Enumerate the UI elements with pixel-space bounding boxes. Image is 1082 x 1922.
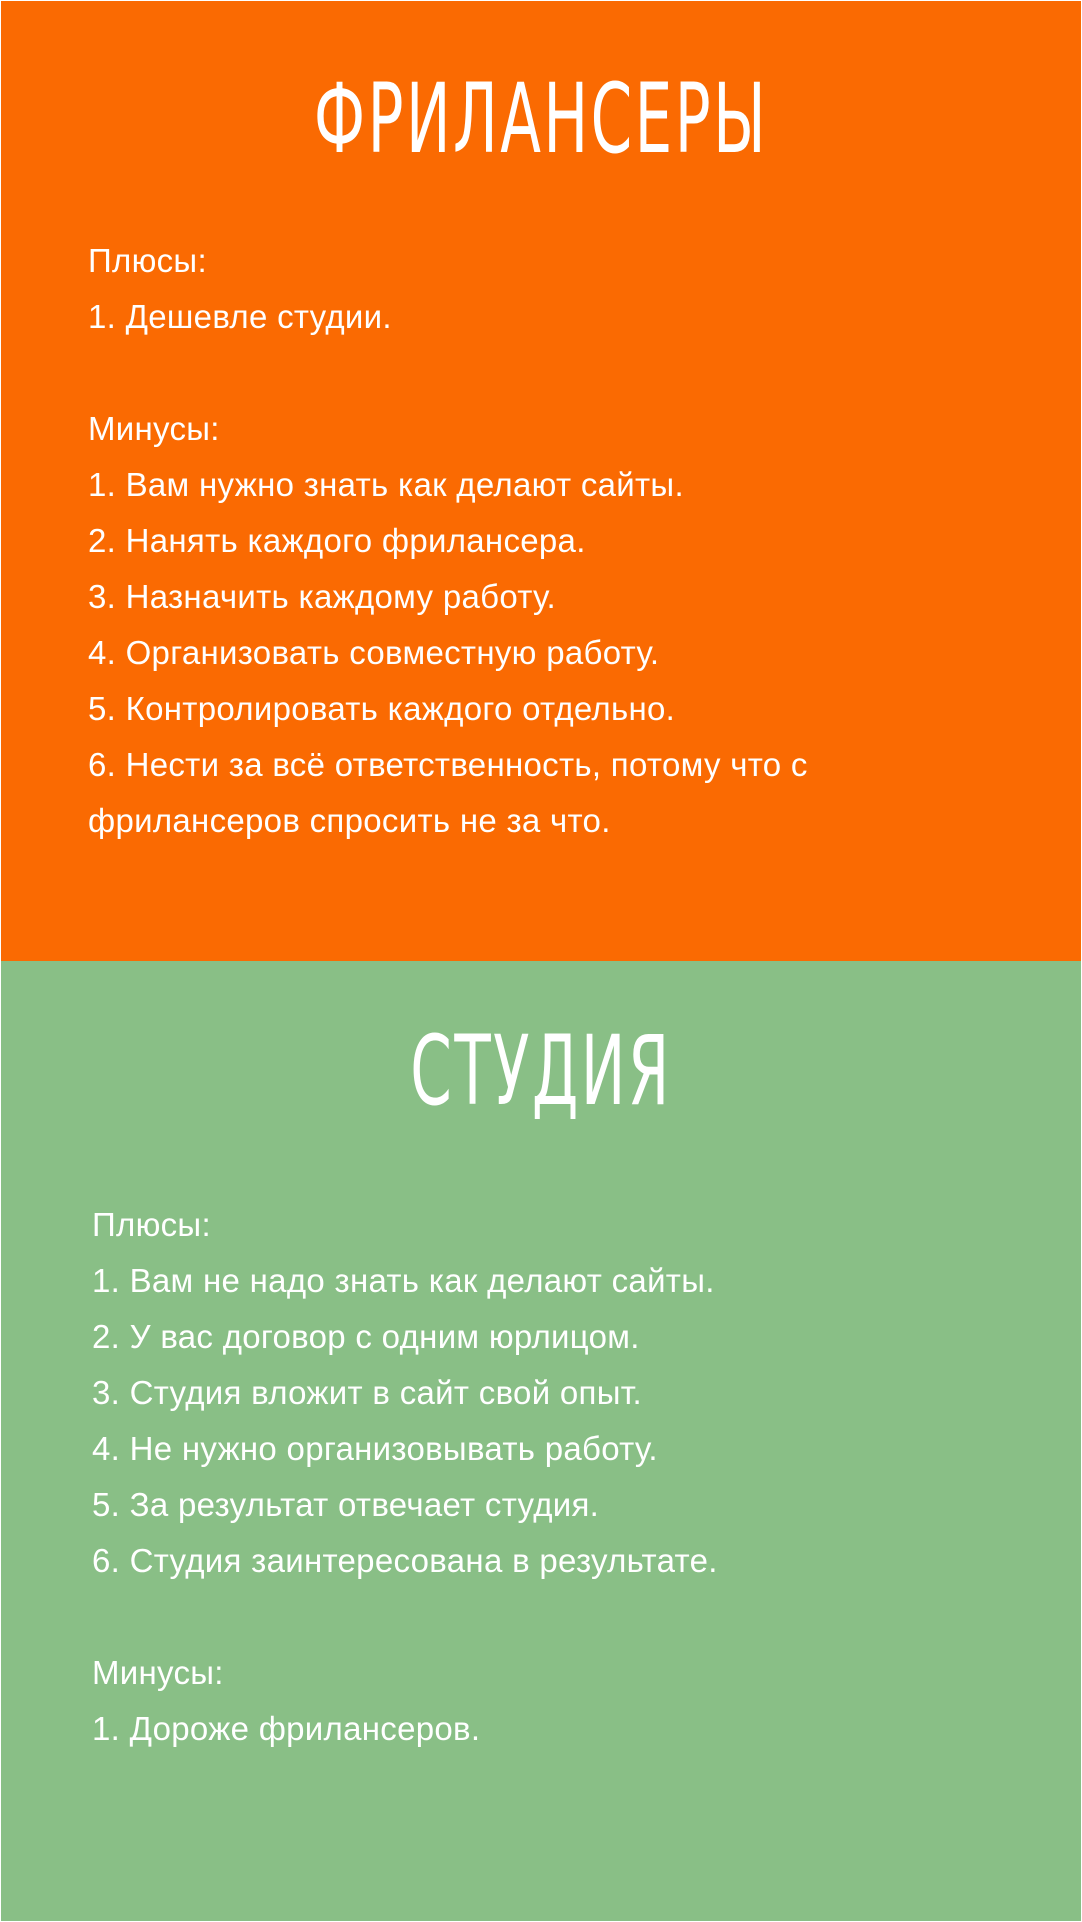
studio-pro-item: 5. За результат отвечает студия. [92,1486,600,1523]
freelancers-body [88,233,1041,849]
studio-pro-item: 3. Студия вложит в сайт свой опыт. [92,1374,642,1411]
freelancers-title: ФРИЛАНСЕРЫ [313,63,769,175]
studio-pro-item: 4. Не нужно организовывать работу. [92,1430,658,1467]
studio-panel [1,961,1081,1921]
studio-pro-item: 1. Вам не надо знать как делают сайты. [92,1262,715,1299]
freelancers-con-item: 5. Контролировать каждого отдельно. [88,690,676,727]
studio-pro-item: 6. Студия заинтересована в результате. [92,1542,718,1579]
freelancers-con-item: 3. Назначить каждому работу. [88,578,556,615]
studio-cons-label: Минусы: [92,1654,224,1691]
studio-pros-label: Плюсы: [92,1206,211,1243]
freelancers-pros-label: Плюсы: [88,242,207,279]
studio-title: СТУДИЯ [410,1015,672,1127]
section-spacer [92,1589,1041,1645]
freelancers-pro-item: 1. Дешевле студии. [88,298,392,335]
section-spacer [88,345,1041,401]
freelancers-con-item-continuation: фрилансеров спросить не за что. [88,802,611,839]
studio-body [92,1197,1041,1757]
freelancers-con-item: 1. Вам нужно знать как делают сайты. [88,466,684,503]
freelancers-con-item: 4. Организовать совместную работу. [88,634,660,671]
freelancers-con-item: 2. Нанять каждого фрилансера. [88,522,586,559]
freelancers-con-item: 6. Нести за всё ответственность, потому что с [88,746,808,783]
freelancers-cons-label: Минусы: [88,410,220,447]
freelancers-panel [1,1,1081,961]
studio-pro-item: 2. У вас договор с одним юрлицом. [92,1318,640,1355]
studio-con-item: 1. Дороже фрилансеров. [92,1710,481,1747]
